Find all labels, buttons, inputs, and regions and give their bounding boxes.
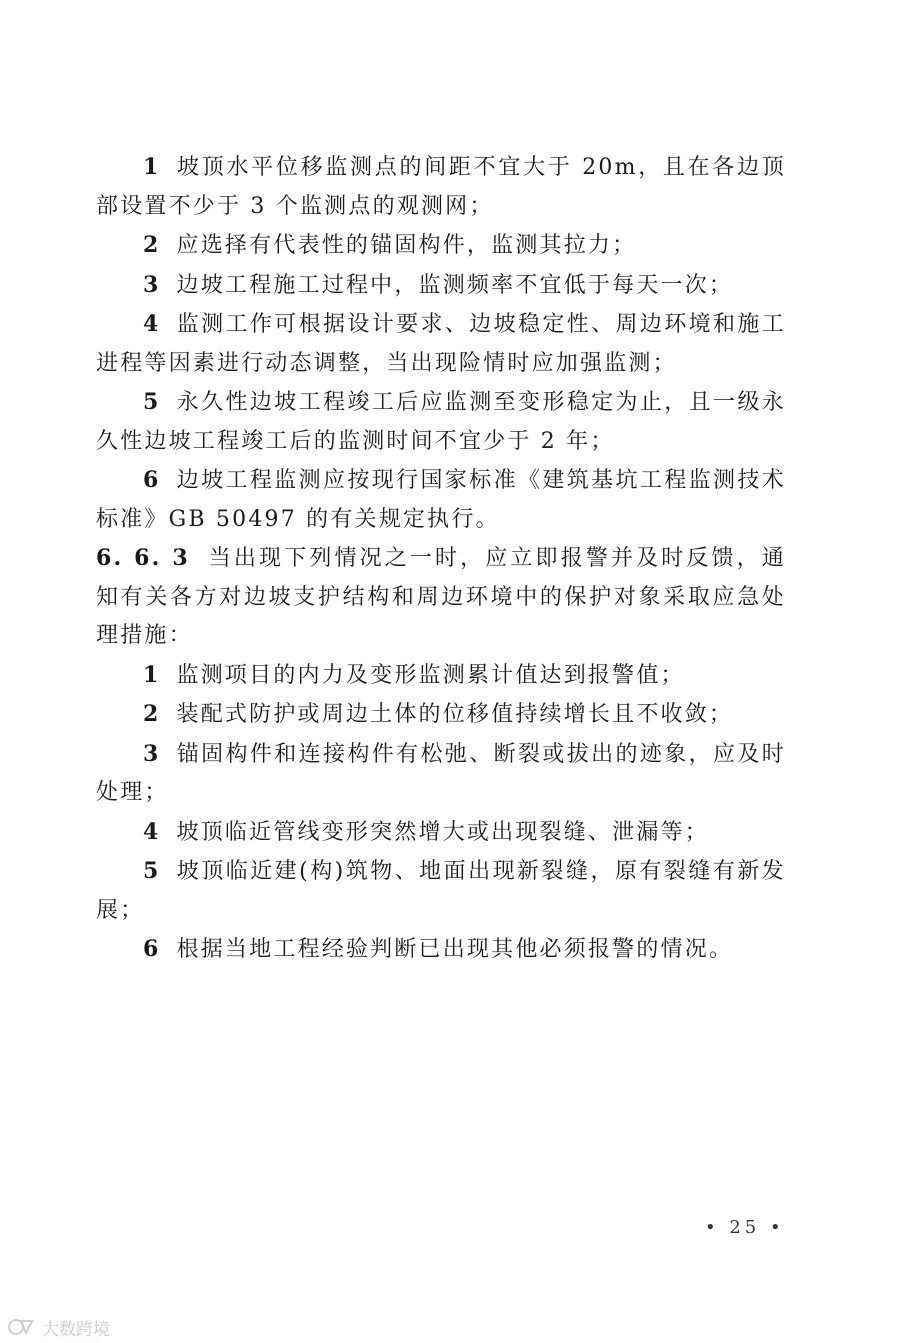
item-text: 监测工作可根据设计要求、边坡稳定性、周边环境和施工进程等因素进行动态调整，当出现险情时应加强监测；: [96, 312, 786, 376]
item-text: 边坡工程施工过程中，监测频率不宜低于每天一次；: [176, 272, 734, 298]
item-number: 6: [143, 936, 161, 962]
list-item: [96, 305, 786, 383]
list-item: [96, 656, 786, 696]
list-item: [96, 930, 786, 970]
watermark: [6, 1314, 110, 1340]
list-item: [96, 266, 786, 306]
item-number: 6: [143, 467, 161, 493]
item-text: 坡顶临近管线变形突然增大或出现裂缝、泄漏等；: [176, 819, 709, 845]
item-text: 边坡工程监测应按现行国家标准《建筑基坑工程监测技术标准》GB 50497 的有关规定执行。: [96, 468, 786, 532]
item-number: 3: [143, 271, 161, 298]
item-number: 2: [143, 232, 161, 258]
page-number: • 25 •: [705, 1217, 785, 1238]
item-text: 监测项目的内力及变形监测累计值达到报警值；: [176, 662, 685, 688]
item-text: 坡顶临近建(构)筑物、地面出现新裂缝，原有裂缝有新发展；: [96, 859, 786, 923]
list-item: [96, 735, 786, 813]
brand-logo-icon: [6, 1316, 36, 1338]
clause-text: 当出现下列情况之一时，应立即报警并及时反馈，通知有关各方对边坡支护结构和周边环境中的保护对象采取应急处理措施：: [96, 546, 786, 648]
item-text: 永久性边坡工程竣工后应监测至变形稳定为止，且一级永久性边坡工程竣工后的监测时间不宜少于 2 年；: [96, 390, 786, 454]
list-item: [96, 226, 786, 266]
item-text: 装配式防护或周边土体的位移值持续增长且不收敛；: [176, 702, 734, 727]
item-number: 4: [143, 818, 161, 845]
clause-paragraph: [96, 539, 786, 656]
item-number: 5: [143, 858, 161, 884]
item-number: 4: [143, 311, 161, 337]
item-text: 锚固构件和连接构件有松弛、断裂或拔出的迹象，应及时处理；: [96, 741, 786, 805]
list-item: [96, 461, 786, 539]
list-item: [96, 695, 786, 735]
list-item: [96, 383, 786, 461]
item-number: 2: [143, 701, 161, 727]
clause-number: 6. 6. 3: [96, 545, 190, 571]
list-item: [96, 852, 786, 930]
list-item: [96, 813, 786, 853]
item-text: 根据当地工程经验判断已出现其他必须报警的情况。: [176, 937, 734, 962]
item-text: 应选择有代表性的锚固构件，监测其拉力；: [176, 233, 637, 258]
item-number: 5: [143, 389, 161, 415]
item-number: 3: [143, 740, 161, 767]
watermark-text: 大数跨境: [42, 1319, 110, 1340]
list-item: [96, 148, 786, 226]
item-number: 1: [143, 661, 161, 688]
item-text: 坡顶水平位移监测点的间距不宜大于 20m，且在各边顶部设置不少于 3 个监测点的观测网；: [96, 155, 786, 219]
document-body: [96, 148, 786, 970]
item-number: 1: [143, 154, 161, 180]
